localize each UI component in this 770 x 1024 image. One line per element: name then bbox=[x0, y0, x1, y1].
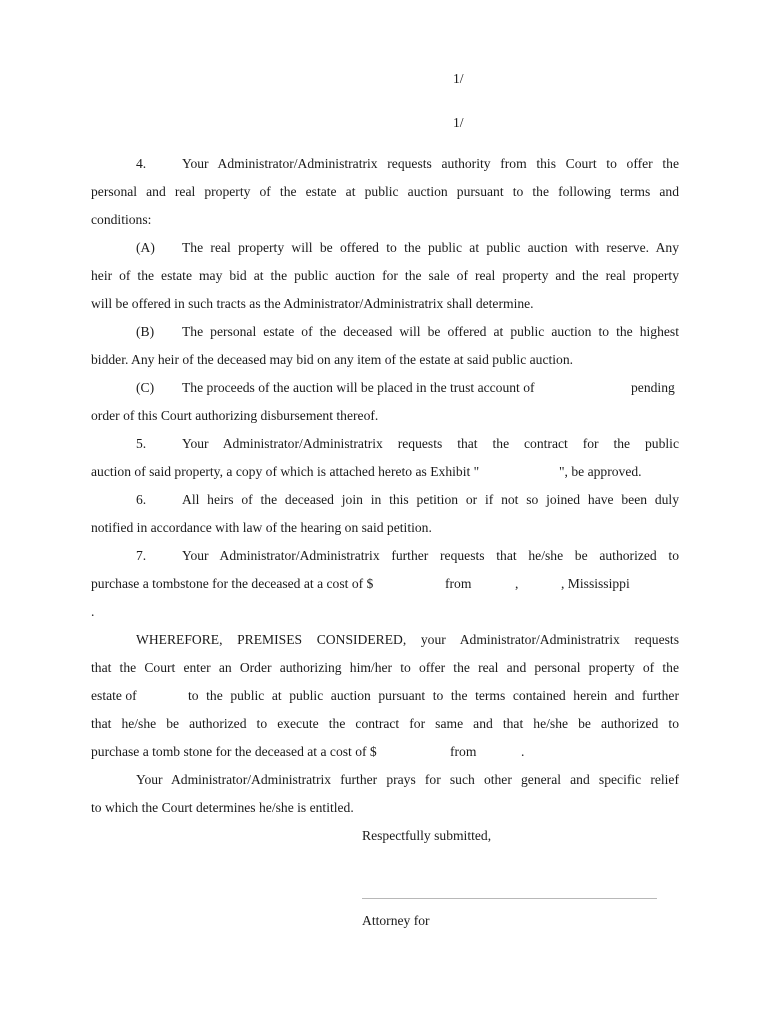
para5-line2b: ", be approved. bbox=[559, 464, 642, 479]
paraA-line1: The real property will be offered to the public at public auction with reserve. Any bbox=[182, 240, 679, 255]
para5-line2a: auction of said property, a copy of which is attached hereto as Exhibit " bbox=[91, 464, 480, 479]
footnote-marker-2: 1/ bbox=[453, 115, 464, 130]
wherefore-line4: that he/she be authorized to execute the contract for same and that he/she be authorized to bbox=[91, 716, 679, 731]
paraB-line2: bidder. Any heir of the deceased may bid on any item of the estate at said public auction. bbox=[91, 352, 574, 367]
signature-line bbox=[362, 898, 657, 899]
para4-line2: personal and real property of the estate at public auction pursuant to the following terms and bbox=[91, 184, 679, 199]
paraA-label: (A) bbox=[136, 240, 155, 255]
para7-line2c: , bbox=[515, 576, 519, 591]
wherefore-line1: WHEREFORE, PREMISES CONSIDERED, your Administrator/Administratrix requests bbox=[136, 632, 679, 647]
paraA-line3: will be offered in such tracts as the Administrator/Administratrix shall determine. bbox=[91, 296, 534, 311]
paraC-line1a: The proceeds of the auction will be placed in the trust account of bbox=[182, 380, 535, 395]
paraC-line2: order of this Court authorizing disbursement thereof. bbox=[91, 408, 379, 423]
para6-number: 6. bbox=[136, 492, 147, 507]
attorney-label: Attorney for bbox=[362, 913, 430, 928]
wherefore-line2: that the Court enter an Order authorizing him/her to offer the real and personal property of the bbox=[91, 660, 679, 675]
para7-line1: Your Administrator/Administratrix further requests that he/she be authorized to bbox=[182, 548, 679, 563]
paraC-line1b: pending bbox=[631, 380, 675, 395]
para7-line2d: , Mississippi bbox=[561, 576, 630, 591]
wherefore-line5b: from bbox=[450, 744, 477, 759]
para7-line2b: from bbox=[445, 576, 472, 591]
para6-line1: All heirs of the deceased join in this petition or if not so joined have been duly bbox=[182, 492, 679, 507]
footnote-marker-1: 1/ bbox=[453, 71, 464, 86]
para4-number: 4. bbox=[136, 156, 147, 171]
wherefore-line3b: to the public at public auction pursuant to the terms contained herein and further bbox=[188, 688, 679, 703]
wherefore-line3a: estate of bbox=[91, 688, 137, 703]
paraA-line2: heir of the estate may bid at the public auction for the sale of real property and the real property bbox=[91, 268, 679, 283]
paraC-label: (C) bbox=[136, 380, 155, 395]
para7-line2a: purchase a tombstone for the deceased at a cost of $ bbox=[91, 576, 374, 591]
para5-line1: Your Administrator/Administratrix requests that the contract for the public bbox=[182, 436, 679, 451]
wherefore-line5a: purchase a tomb stone for the deceased at a cost of $ bbox=[91, 744, 377, 759]
wherefore-line5c: . bbox=[521, 744, 525, 759]
para7-line3: . bbox=[91, 604, 95, 619]
prayer-line1: Your Administrator/Administratrix further prays for such other general and specific relief bbox=[136, 772, 679, 787]
para4-line1: Your Administrator/Administratrix requests authority from this Court to offer the bbox=[182, 156, 679, 171]
closing-text: Respectfully submitted, bbox=[362, 828, 492, 843]
paraB-line1: The personal estate of the deceased will be offered at public auction to the highest bbox=[182, 324, 679, 339]
para7-number: 7. bbox=[136, 548, 147, 563]
para6-line2: notified in accordance with law of the hearing on said petition. bbox=[91, 520, 432, 535]
para5-number: 5. bbox=[136, 436, 147, 451]
prayer-line2: to which the Court determines he/she is entitled. bbox=[91, 800, 354, 815]
para4-line3: conditions: bbox=[91, 212, 152, 227]
paraB-label: (B) bbox=[136, 324, 155, 339]
